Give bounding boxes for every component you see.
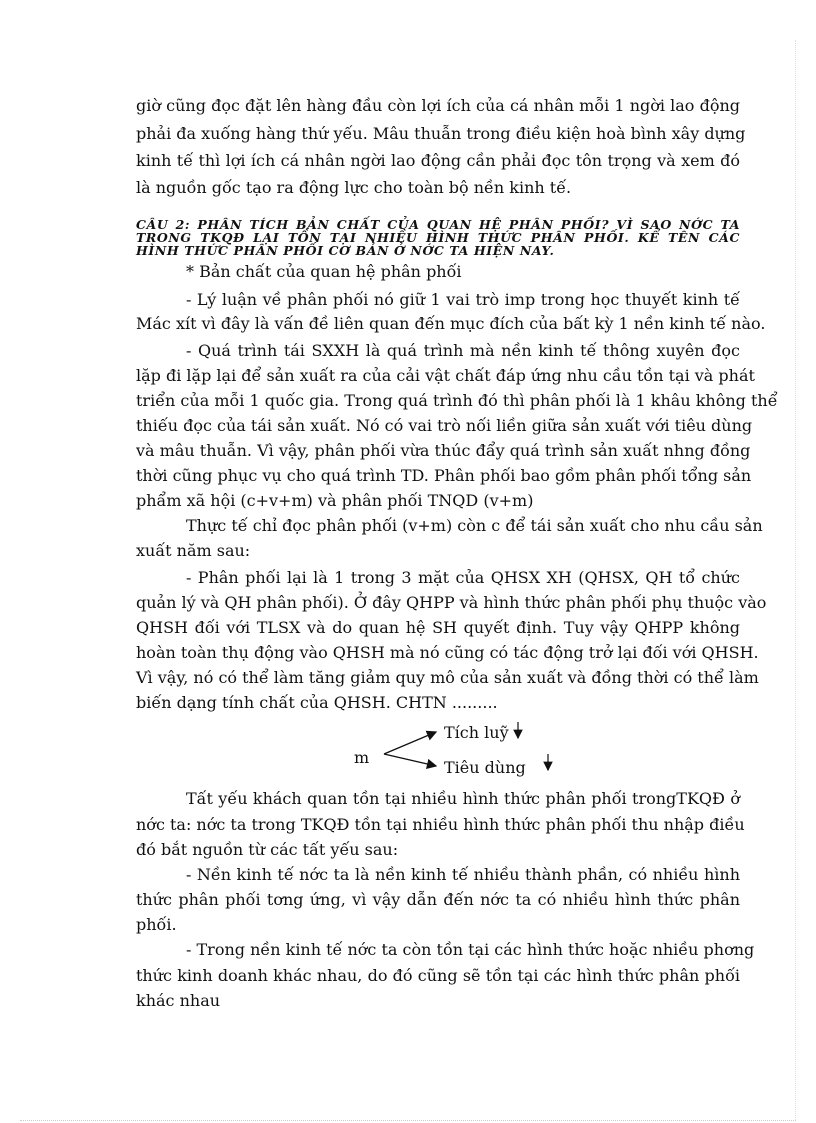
body-line-18: biến dạng tính chất của QHSH. CHTN .........: [136, 693, 498, 712]
body-line-14: quản lý và QH phân phối). Ở đây QHPP và hình thức phân phối phụ thuộc vào: [136, 593, 767, 612]
body-line-8: và mâu thuẫn. Vì vậy, phân phối vừa thúc đẩy quá trình sản xuất nhng đồng: [136, 441, 751, 460]
arrow-to-consumption: [384, 754, 436, 766]
diagram-source-m: m: [354, 748, 370, 767]
body-line-2: - Lý luận về phân phối nó giữ 1 vai trò imp trong học thuyết kinh tế: [186, 290, 740, 309]
body2-line-7: - Trong nền kinh tế nớc ta còn tồn tại các hình thức hoặc nhiều phơng: [186, 940, 755, 959]
diagram-accumulation: Tích luỹ: [444, 723, 509, 742]
body-line-17: Vì vậy, nó có thể làm tăng giảm quy mô của sản xuất và đồng thời có thể làm: [136, 668, 759, 687]
body-line-4: - Quá trình tái SXXH là quá trình mà nền kinh tế thông xuyên đọc: [186, 341, 740, 360]
body2-line-6: phối.: [136, 915, 177, 934]
body-line-12: xuất năm sau:: [136, 541, 251, 560]
paragraph-top-line-1: giờ cũng đọc đặt lên hàng đầu còn lợi ích của cá nhân mỗi 1 ngời lao động: [136, 96, 740, 115]
body-line-13: - Phân phối lại là 1 trong 3 mặt của QHSX XH (QHSX, QH tổ chức: [186, 568, 740, 587]
body2-line-9: khác nhau: [136, 991, 221, 1010]
paragraph-top-line-3: kinh tế thì lợi ích cá nhân ngời lao động cần phải đọc tôn trọng và xem đó: [136, 151, 740, 170]
section-heading-line-3: HÌNH THỨC PHÂN PHỐI CƠ BẢN Ở NỚC TA HIỆN NAY.: [136, 243, 555, 258]
body-line-11: Thực tế chỉ đọc phân phối (v+m) còn c để tái sản xuất cho nhu cầu sản: [186, 516, 763, 535]
section-heading-line-2: TRONG TKQĐ LẠI TỒN TẠI NHIỀU HÌNH THỨC PHÂN PHỐI. KỂ TÊN CÁC: [136, 230, 740, 245]
body-line-3: Mác xít vì đây là vấn đề liên quan đến mục đích của bất kỳ 1 nền kinh tế nào.: [136, 314, 766, 333]
page-bottom-border: [20, 1120, 796, 1121]
body2-line-5: thức phân phối tơng ứng, vì vậy dẫn đến nớc ta có nhiều hình thức phân: [136, 890, 740, 909]
paragraph-top-line-2: phải đa xuống hàng thứ yếu. Mâu thuẫn trong điều kiện hoà bình xây dựng: [136, 124, 746, 143]
body-line-6: triển của mỗi 1 quốc gia. Trong quá trình đó thì phân phối là 1 khâu không thể: [136, 391, 778, 410]
body-line-7: thiếu đọc của tái sản xuất. Nó có vai trò nối liền giữa sản xuất với tiêu dùng: [136, 416, 753, 435]
body-line-5: lặp đi lặp lại để sản xuất ra của cải vật chất đáp ứng nhu cầu tồn tại và phát: [136, 366, 755, 385]
page-right-border: [795, 40, 796, 1120]
body-line-1: * Bản chất của quan hệ phân phối: [186, 262, 462, 281]
body2-line-8: thức kinh doanh khác nhau, do đó cũng sẽ tồn tại các hình thức phân phối: [136, 966, 740, 985]
arrow-to-accumulation: [384, 732, 436, 754]
body-line-10: phẩm xã hội (c+v+m) và phân phối TNQD (v+m): [136, 491, 534, 510]
section-heading-line-1: CÂU 2: PHÂN TÍCH BẢN CHẤT CỦA QUAN HỆ PHÂN PHỐI? VÌ SAO NỚC TA: [136, 217, 740, 232]
body-line-15: QHSH đối với TLSX và do quan hệ SH quyết định. Tuy vậy QHPP không: [136, 618, 740, 637]
body-line-16: hoàn toàn thụ động vào QHSH mà nó cũng có tác động trở lại đối với QHSH.: [136, 643, 759, 662]
body-line-9: thời cũng phục vụ cho quá trình TD. Phân phối bao gồm phân phối tổng sản: [136, 466, 752, 485]
paragraph-top-line-4: là nguồn gốc tạo ra động lực cho toàn bộ nền kinh tế.: [136, 178, 572, 197]
body2-line-3: đó bắt nguồn từ các tất yếu sau:: [136, 840, 399, 859]
body2-line-2: nớc ta: nớc ta trong TKQĐ tồn tại nhiều hình thức phân phối thu nhập điều: [136, 815, 745, 834]
body2-line-1: Tất yếu khách quan tồn tại nhiều hình thức phân phối trongTKQĐ ở: [186, 789, 740, 808]
distribution-diagram: [340, 718, 570, 784]
body2-line-4: - Nền kinh tế nớc ta là nền kinh tế nhiều thành phần, có nhiều hình: [186, 865, 740, 884]
diagram-consumption: Tiêu dùng: [444, 758, 526, 777]
